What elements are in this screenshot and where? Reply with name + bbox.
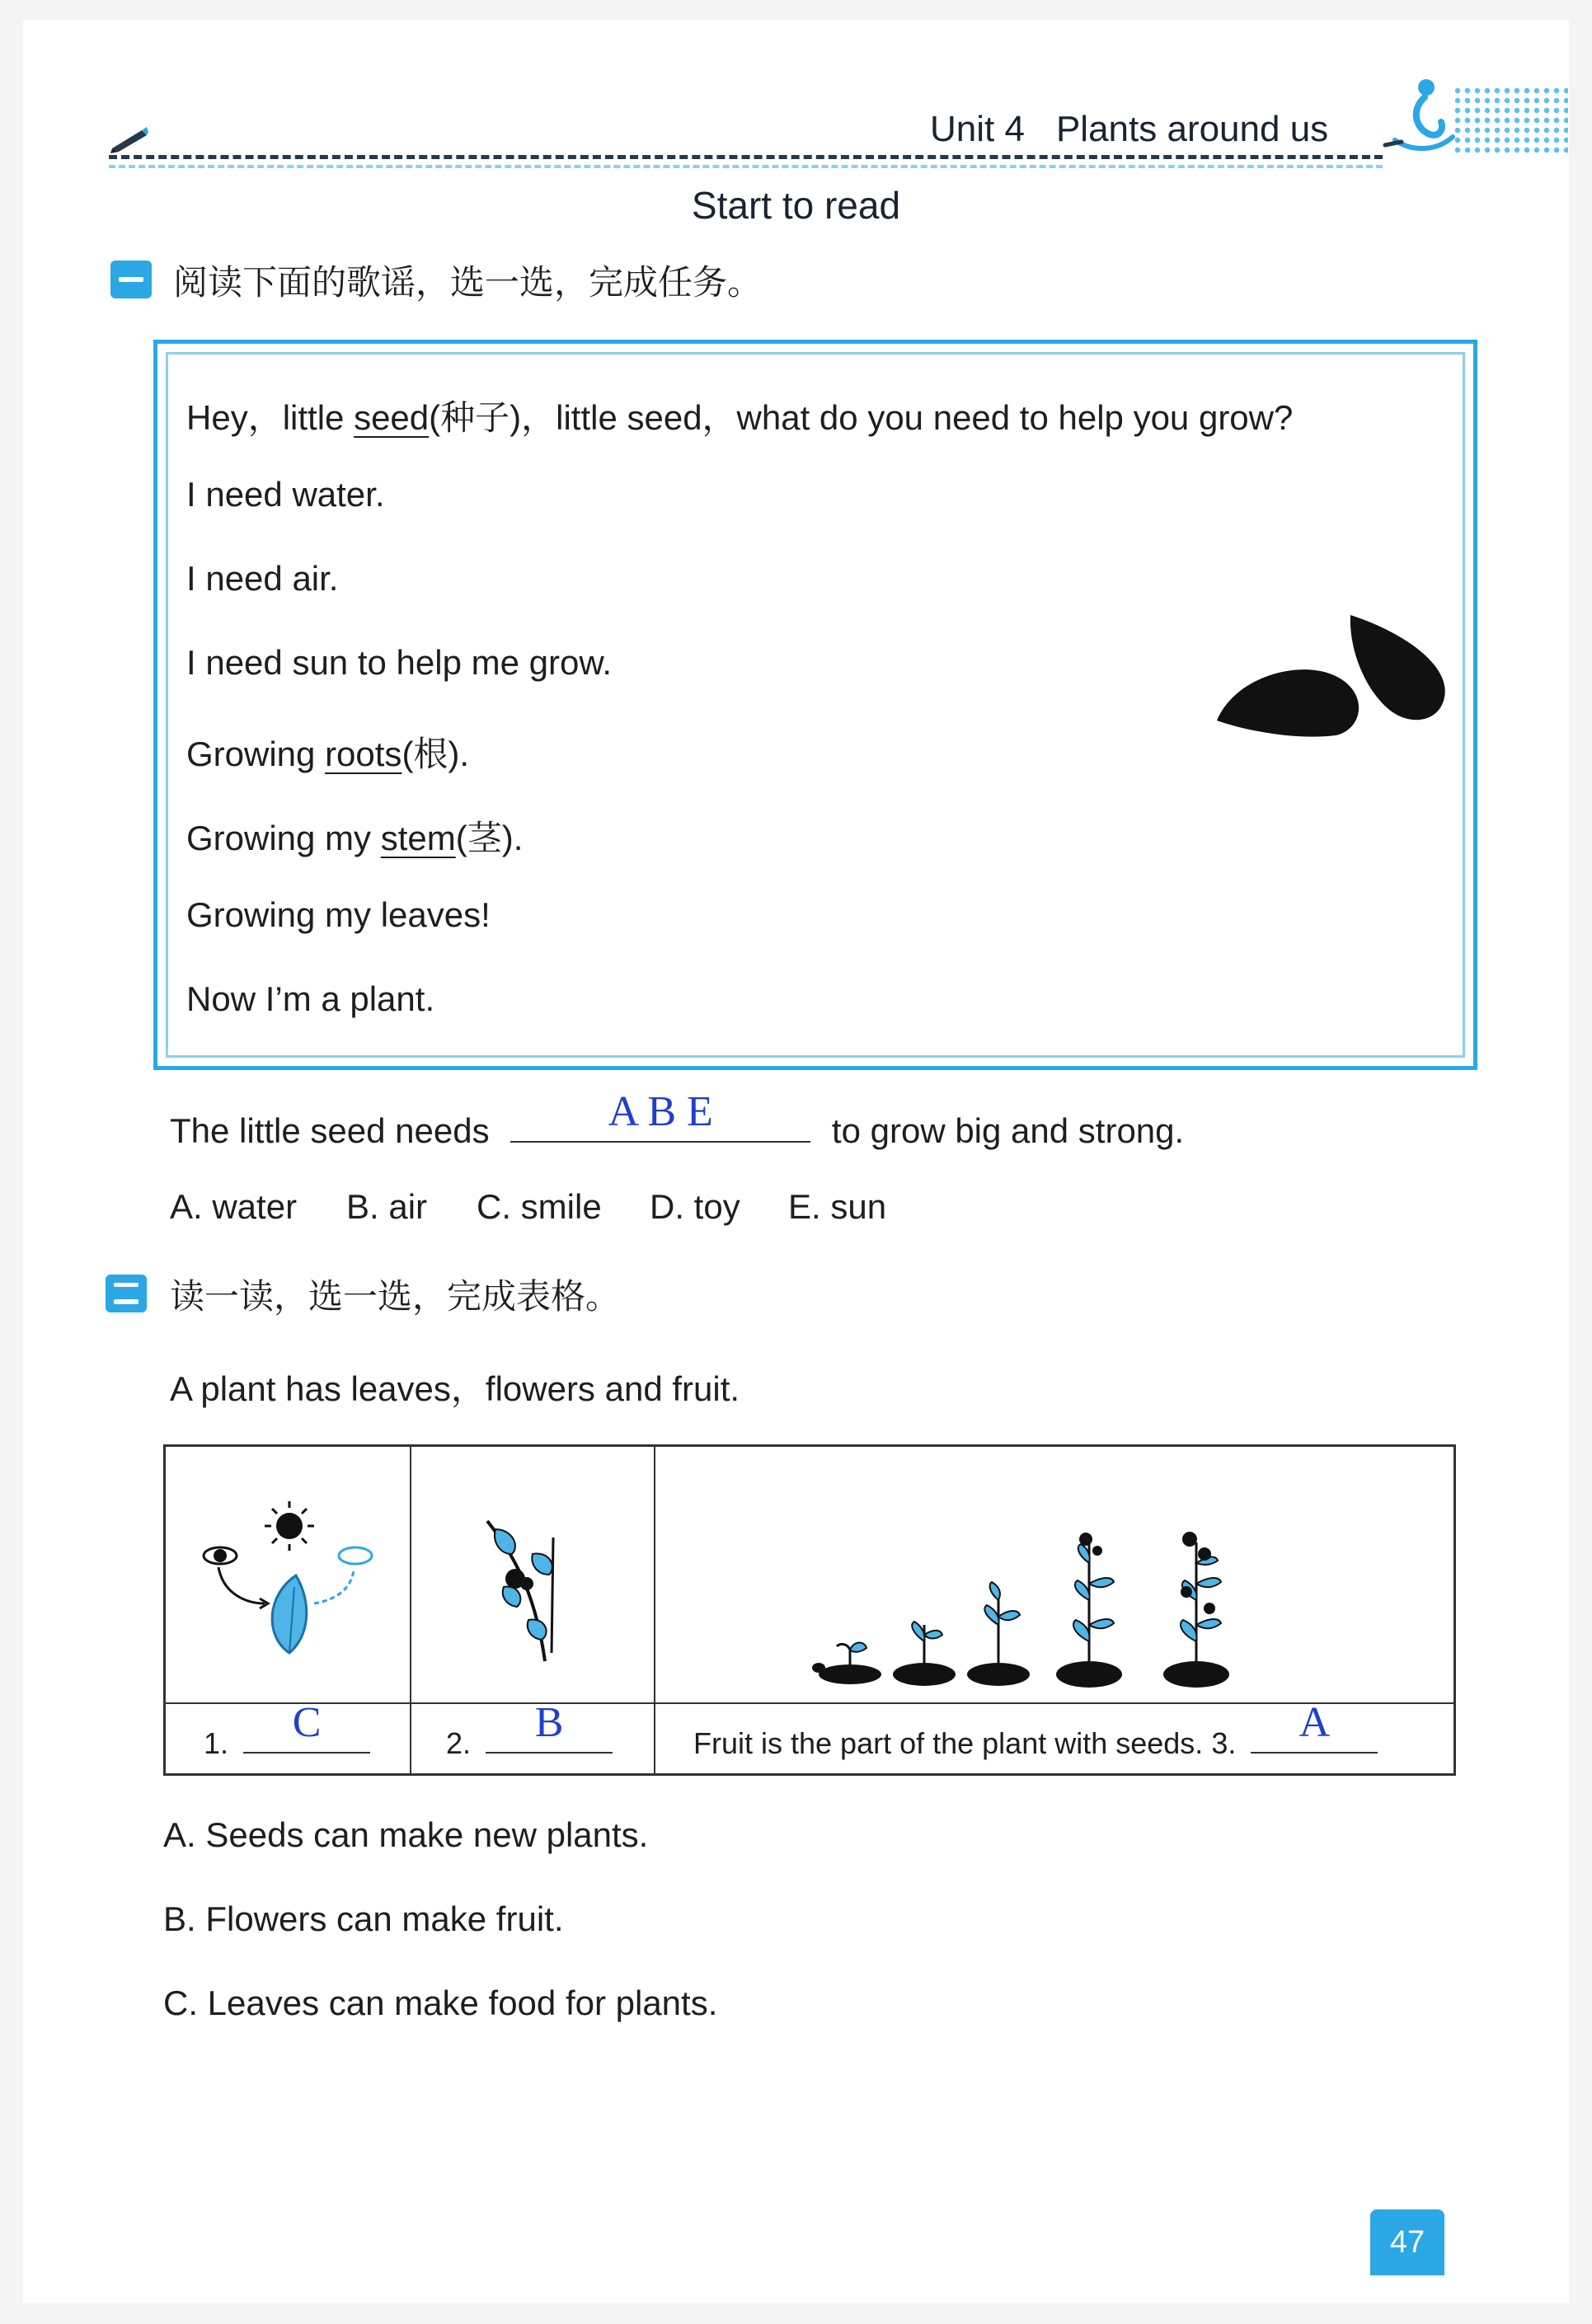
poem-line-1-start: Hey，little xyxy=(186,398,355,437)
poem-line-3: I need air. xyxy=(186,559,339,598)
question-prefix: The little seed needs xyxy=(170,1111,490,1150)
table-divider-1 xyxy=(410,1447,411,1773)
section-two-intro: A plant has leaves，flowers and fruit. xyxy=(170,1369,740,1408)
poem-line-6-end: (茎). xyxy=(455,819,524,857)
poem-line-1-end: (种子)，little seed，what do you need to help you grow? xyxy=(429,398,1294,437)
table-cell-1-number: 1. xyxy=(204,1726,229,1760)
leaf-photosynthesis-icon xyxy=(199,1496,380,1661)
table-cell-2-number: 2. xyxy=(446,1726,472,1760)
pencil-icon xyxy=(109,124,150,153)
answer-blank-1[interactable] xyxy=(510,1088,810,1143)
table-cell-3-text: Fruit is the part of the plant with seeds. 3. xyxy=(693,1726,1237,1760)
header-divider xyxy=(109,155,1383,159)
table-option-b: B. Flowers can make fruit. xyxy=(163,1899,564,1938)
header-title xyxy=(930,109,1328,150)
poem-line-6 xyxy=(186,811,523,861)
table-answer-3: A xyxy=(1298,1699,1331,1746)
mascot-icon xyxy=(1378,76,1458,158)
poem-line-8: Now I’m a plant. xyxy=(186,979,435,1018)
table-divider-2 xyxy=(654,1447,655,1773)
decorative-dots xyxy=(1453,86,1568,157)
page-number: 47 xyxy=(1370,2209,1444,2275)
table-option-c: C. Leaves can make food for plants. xyxy=(163,1984,718,2022)
table-cell-2 xyxy=(446,1699,613,1761)
seeds-illustration xyxy=(1212,607,1451,739)
page-subtitle: Start to read xyxy=(691,184,901,227)
answer-1: A B E xyxy=(608,1088,713,1135)
poem-line-4: I need sun to help me grow. xyxy=(186,643,612,682)
section-two-instruction: 读一读，选一选，完成表格。 xyxy=(170,1276,621,1317)
option-d: D. toy xyxy=(650,1187,740,1226)
unit-title: Plants around us xyxy=(1055,109,1329,149)
table-cell-1 xyxy=(204,1699,370,1761)
poem-line-1 xyxy=(186,391,1293,440)
table-cell-3 xyxy=(693,1699,1378,1761)
poem-word-seed: seed xyxy=(354,398,430,437)
option-e: E. sun xyxy=(788,1187,887,1226)
question-suffix: to grow big and strong. xyxy=(831,1111,1185,1150)
option-a: A. water xyxy=(170,1187,298,1226)
section-one-instruction: 阅读下面的歌谣，选一选，完成任务。 xyxy=(173,262,763,303)
plant-growth-stages-illustration xyxy=(809,1485,1303,1691)
poem-line-5 xyxy=(186,727,469,777)
section-two-badge xyxy=(106,1275,147,1312)
answer-blank-table-3[interactable] xyxy=(1251,1699,1378,1754)
header-divider-accent xyxy=(109,165,1383,168)
table-answer-1: C xyxy=(292,1699,322,1746)
poem-line-5-start: Growing xyxy=(186,735,326,773)
poem-line-5-end: (根). xyxy=(402,735,470,773)
poem-line-6-start: Growing my xyxy=(186,819,381,857)
poem-word-stem: stem xyxy=(380,819,456,857)
poem-line-2: I need water. xyxy=(186,475,385,514)
table-answer-2: B xyxy=(534,1699,564,1746)
poem-word-roots: roots xyxy=(325,735,402,773)
poem-line-7: Growing my leaves! xyxy=(186,895,491,934)
option-c: C. smile xyxy=(477,1187,602,1226)
unit-label: Unit 4 xyxy=(930,109,1025,149)
option-b: B. air xyxy=(346,1187,428,1226)
answer-blank-table-1[interactable] xyxy=(243,1699,370,1754)
question-line xyxy=(170,1088,1185,1151)
plant-parts-table xyxy=(163,1444,1456,1776)
table-option-a: A. Seeds can make new plants. xyxy=(163,1815,649,1854)
section-one-badge xyxy=(110,261,152,298)
answer-blank-table-2[interactable] xyxy=(486,1699,613,1754)
flowering-branch-icon xyxy=(454,1505,619,1669)
